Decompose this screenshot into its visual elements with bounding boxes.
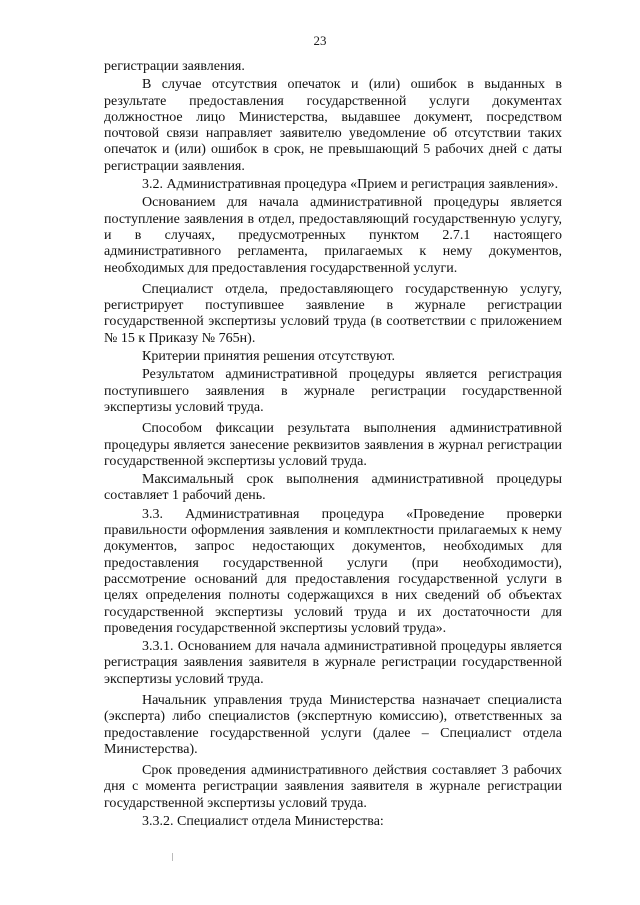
- paragraph-fixation-method: Способом фиксации результата выполнения административной процедуры является занесение реквизитов заявления в журнал регистрации государственной экспертизы условий труда.: [104, 421, 562, 469]
- paragraph-procedure-result: Результатом административной процедуры является регистрация поступившего заявления в журнале регистрации государственной экспертизы условий труда.: [104, 367, 562, 415]
- paragraph-decision-criteria: Критерии принятия решения отсутствуют.: [142, 349, 395, 365]
- paragraph-head-appoints: Начальник управления труда Министерства назначает специалиста (эксперта) либо специалистов (экспертную комиссию), ответственных за предоставление государственной услуги (далее – Специалист отдела Министерства).: [104, 692, 562, 757]
- paragraph-typo-notification: В случае отсутствия опечаток и (или) ошибок в выданных в результате предоставления государственной услуги документах должностное лицо Министерства, выдавшее документ, посредством почтовой связи направляет заявителю уведомление об отсутствии таких опечаток и (или) ошибок в срок, не превышающий 5 рабочих дней с даты регистрации заявления.: [104, 77, 562, 174]
- section-3-3-1: 3.3.1. Основанием для начала административной процедуры является регистрация заявления заявителя в журнале регистрации государственной экспертизы условий труда.: [104, 639, 562, 687]
- section-heading-3-2: 3.2. Административная процедура «Прием и регистрация заявления».: [142, 177, 559, 193]
- document-body: [104, 59, 562, 832]
- paragraph-action-term: Срок проведения административного действия составляет 3 рабочих дня с момента регистрации заявления заявителя в журнале регистрации государственной экспертизы условий труда.: [104, 763, 562, 811]
- section-heading-3-3: 3.3. Административная процедура «Проведение проверки правильности оформления заявления и комплектности прилагаемых к нему документов, запрос недостающих документов, необходимых для предоставления государственной услуги (при необходимости), рассмотрение оснований для предоставления государственной услуги в целях определения полноты содержащихся в них сведений об объектах государственной экспертизы условий труда и их достаточности для проведения государственной экспертизы условий труда».: [104, 506, 562, 636]
- section-3-3-2: 3.3.2. Специалист отдела Министерства:: [142, 814, 384, 830]
- paragraph-continuation: регистрации заявления.: [104, 59, 245, 74]
- paragraph-specialist-registers: Специалист отдела, предоставляющего государственную услугу, регистрирует поступившее заявление в журнале регистрации государственной экспертизы условий труда (в соответствии с приложением № 15 к Приказу № 765н).: [104, 281, 562, 346]
- page-number: 23: [313, 33, 327, 48]
- paragraph-procedure-basis: Основанием для начала административной процедуры является поступление заявления в отдел, предоставляющий государственную услугу, и в случаях, предусмотренных пунктом 2.7.1 настоящего административного регламента, прилагаемых к нему документов, необходимых для предоставления государственной услуги.: [104, 195, 562, 276]
- scan-speck: [172, 853, 173, 861]
- paragraph-max-duration: Максимальный срок выполнения административной процедуры составляет 1 рабочий день.: [104, 472, 562, 504]
